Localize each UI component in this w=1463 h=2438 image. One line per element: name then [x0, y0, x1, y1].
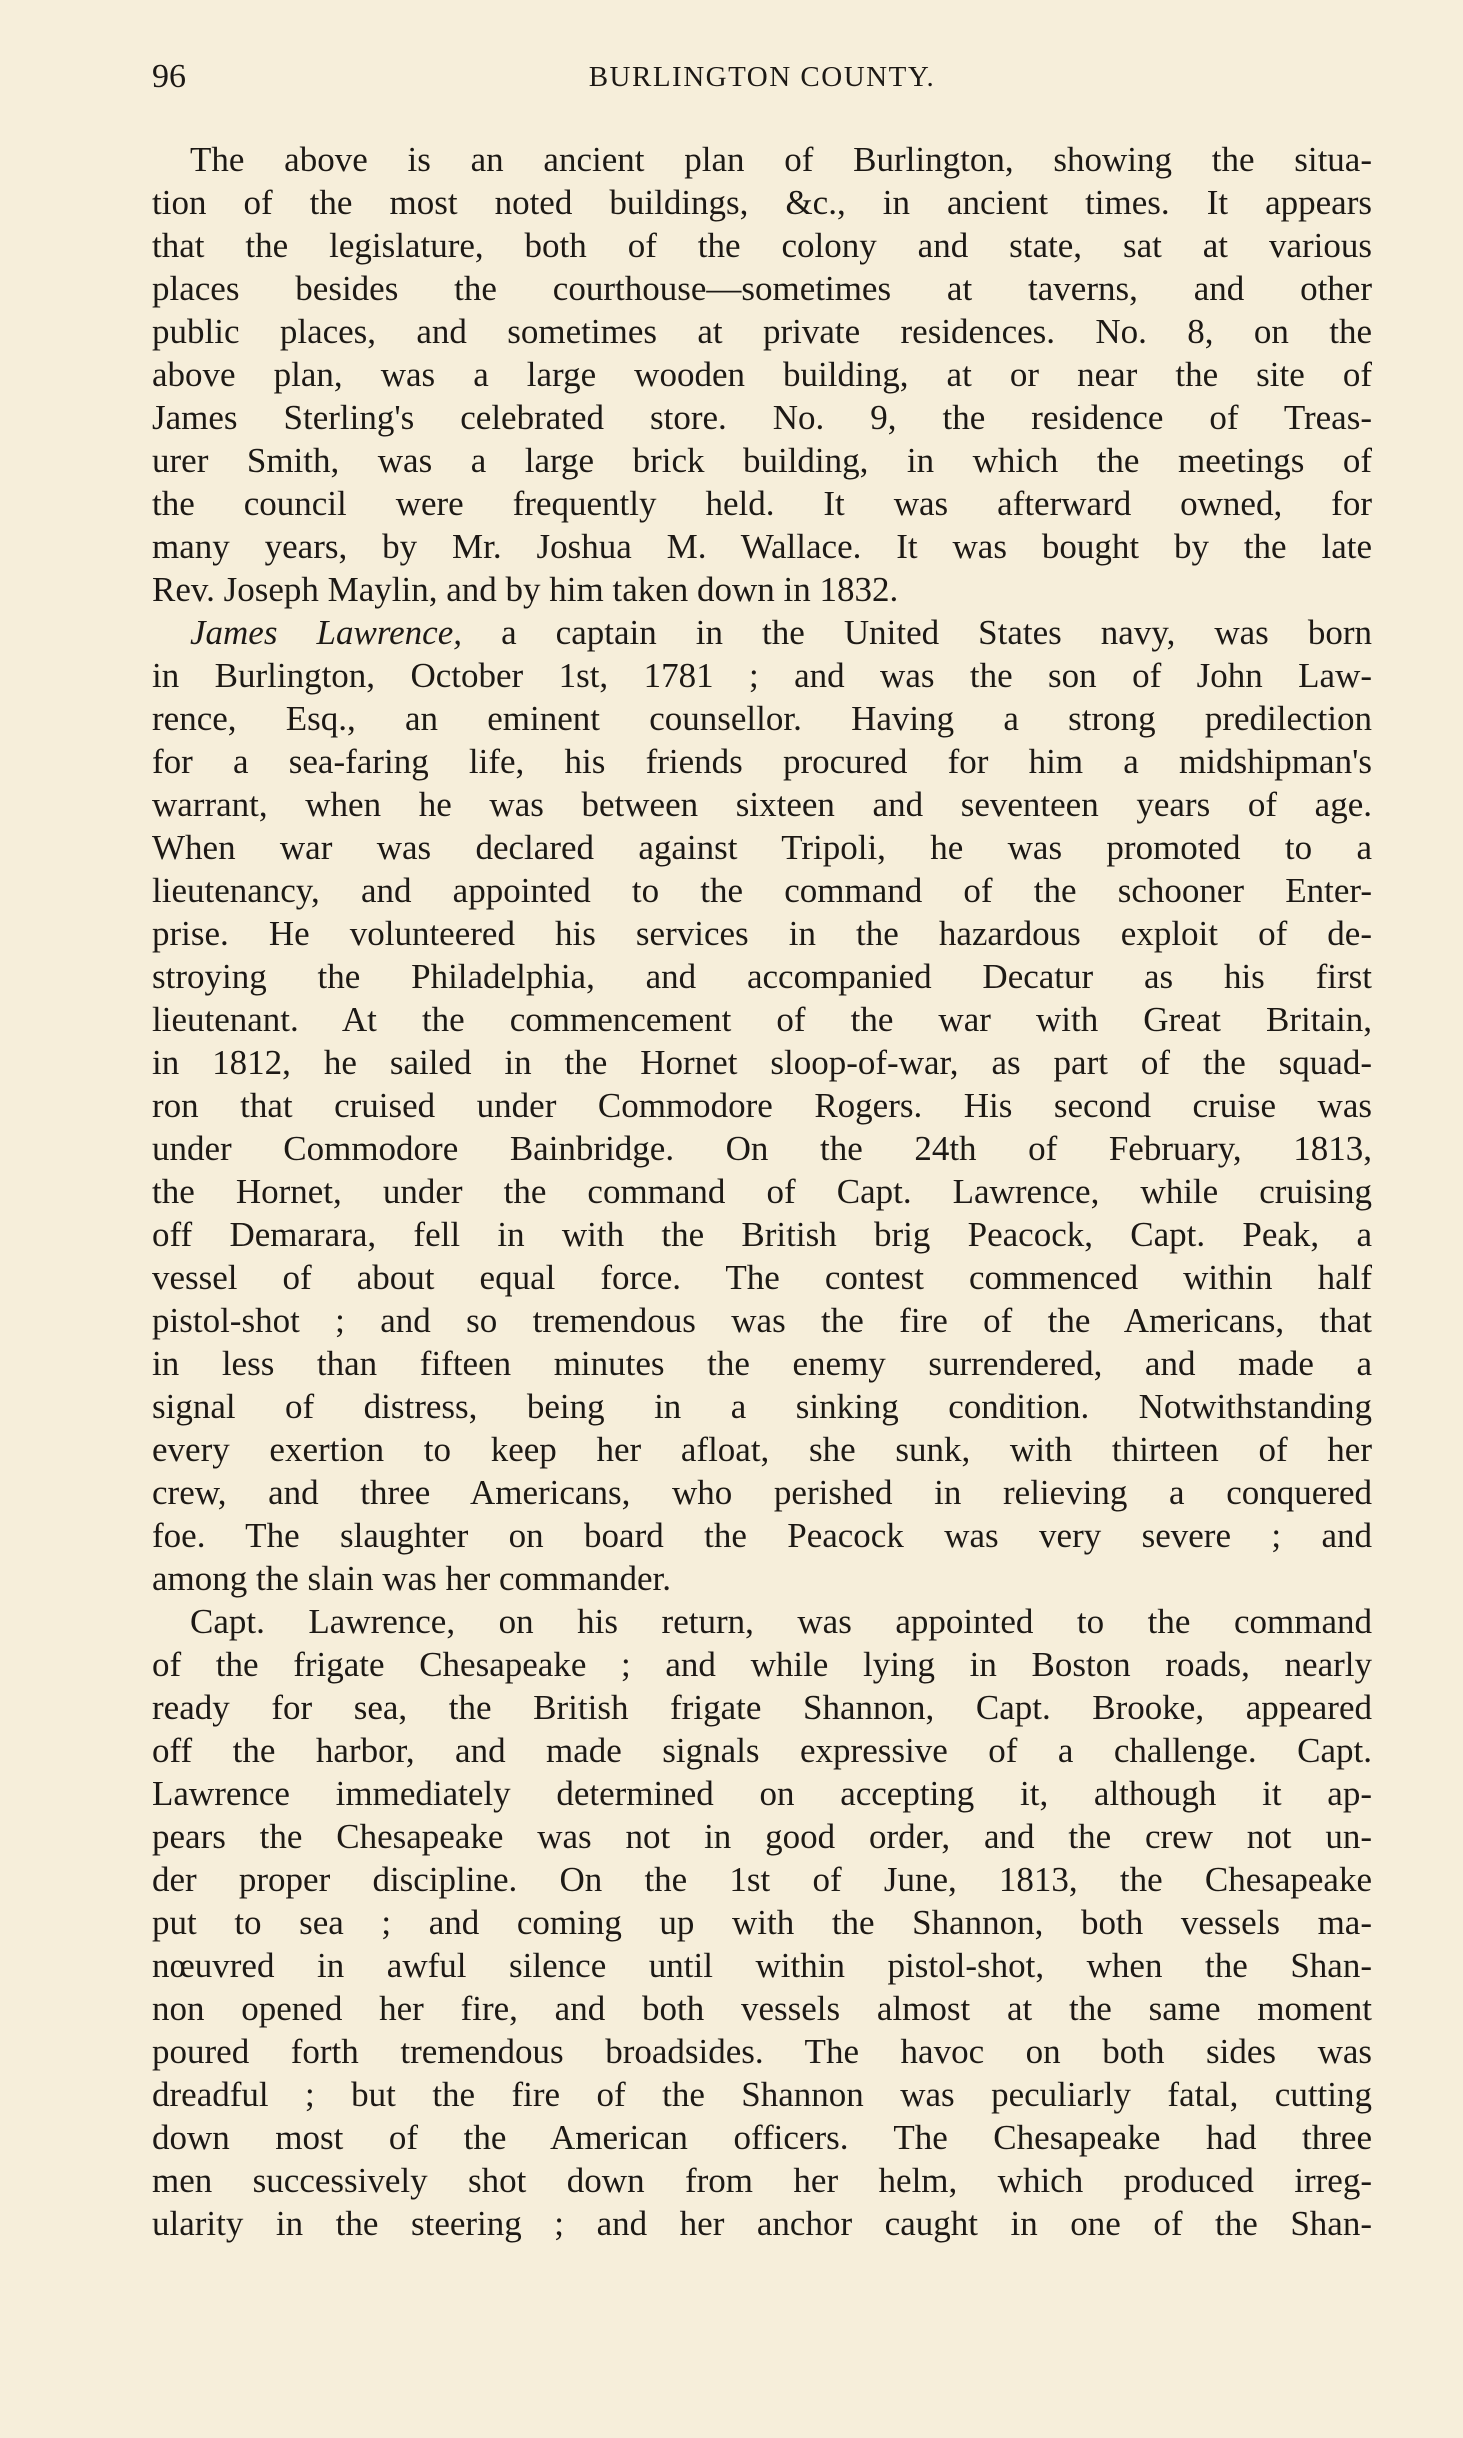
text-line: put to sea ; and coming up with the Shannon, both vessels ma- — [152, 1903, 1372, 1942]
text-line: Rev. Joseph Maylin, and by him taken down in 1832. — [152, 570, 899, 609]
text-line: in Burlington, October 1st, 1781 ; and was the son of John Law- — [152, 656, 1372, 695]
text-line: lieutenancy, and appointed to the command of the schooner Enter- — [152, 871, 1372, 910]
text-line-rest: a captain in the United States navy, was born — [462, 613, 1372, 652]
text-line: down most of the American officers. The Chesapeake had three — [152, 2118, 1372, 2157]
paragraph-burlington-plan — [152, 138, 1372, 611]
text-line: Lawrence immediately determined on accepting it, although it ap- — [152, 1774, 1372, 1813]
text-line: signal of distress, being in a sinking condition. Notwithstanding — [152, 1387, 1372, 1426]
text-line: ron that cruised under Commodore Rogers. His second cruise was — [152, 1086, 1372, 1125]
text-line: Capt. Lawrence, on his return, was appointed to the command — [190, 1602, 1372, 1641]
text-line: rence, Esq., an eminent counsellor. Having a strong predilection — [152, 699, 1372, 738]
text-line: pears the Chesapeake was not in good order, and the crew not un- — [152, 1817, 1372, 1856]
paragraph-chesapeake — [152, 1600, 1372, 2245]
text-line: prise. He volunteered his services in the hazardous exploit of de- — [152, 914, 1372, 953]
paragraph-james-lawrence — [152, 611, 1372, 1600]
text-line: many years, by Mr. Joshua M. Wallace. It was bought by the late — [152, 527, 1372, 566]
text-line: pistol-shot ; and so tremendous was the fire of the Americans, that — [152, 1301, 1372, 1340]
text-line: James Sterling's celebrated store. No. 9, the residence of Treas- — [152, 398, 1372, 437]
text-line: vessel of about equal force. The contest commenced within half — [152, 1258, 1372, 1297]
text-line: that the legislature, both of the colony and state, sat at various — [152, 226, 1372, 265]
text-line: ready for sea, the British frigate Shannon, Capt. Brooke, appeared — [152, 1688, 1372, 1727]
text-line: der proper discipline. On the 1st of June, 1813, the Chesapeake — [152, 1860, 1372, 1899]
text-line: men successively shot down from her helm, which produced irreg- — [152, 2161, 1372, 2200]
text-line: poured forth tremendous broadsides. The havoc on both sides was — [152, 2032, 1372, 2071]
text-line: of the frigate Chesapeake ; and while lying in Boston roads, nearly — [152, 1645, 1372, 1684]
text-line: dreadful ; but the fire of the Shannon was peculiarly fatal, cutting — [152, 2075, 1372, 2114]
italic-name: James Lawrence, — [190, 613, 463, 652]
text-line: in less than fifteen minutes the enemy surrendered, and made a — [152, 1344, 1372, 1383]
text-line: lieutenant. At the commencement of the war with Great Britain, — [152, 1000, 1372, 1039]
text-line: When war was declared against Tripoli, he was promoted to a — [152, 828, 1372, 867]
text-line: non opened her fire, and both vessels almost at the same moment — [152, 1989, 1372, 2028]
text-line: nœuvred in awful silence until within pistol-shot, when the Shan- — [152, 1946, 1372, 1985]
running-head: BURLINGTON COUNTY. — [588, 61, 936, 93]
text-line: warrant, when he was between sixteen and seventeen years of age. — [152, 785, 1372, 824]
text-line-with-italic-lead — [152, 611, 1372, 654]
text-line: for a sea-faring life, his friends procured for him a midshipman's — [152, 742, 1372, 781]
text-line: off the harbor, and made signals expressive of a challenge. Capt. — [152, 1731, 1372, 1770]
text-line: stroying the Philadelphia, and accompanied Decatur as his first — [152, 957, 1372, 996]
text-line: above plan, was a large wooden building, at or near the site of — [152, 355, 1372, 394]
text-line: places besides the courthouse—sometimes at taverns, and other — [152, 269, 1372, 308]
text-line: every exertion to keep her afloat, she sunk, with thirteen of her — [152, 1430, 1372, 1469]
text-line: off Demarara, fell in with the British brig Peacock, Capt. Peak, a — [152, 1215, 1372, 1254]
text-line: foe. The slaughter on board the Peacock was very severe ; and — [152, 1516, 1372, 1555]
text-line: tion of the most noted buildings, &c., in ancient times. It appears — [152, 183, 1372, 222]
body-text — [152, 138, 1372, 2245]
text-line: under Commodore Bainbridge. On the 24th of February, 1813, — [152, 1129, 1372, 1168]
page-number: 96 — [152, 58, 186, 95]
text-line: crew, and three Americans, who perished in relieving a conquered — [152, 1473, 1372, 1512]
page-header — [152, 52, 1372, 102]
text-line: ularity in the steering ; and her anchor caught in one of the Shan- — [152, 2204, 1372, 2243]
text-line: the Hornet, under the command of Capt. Lawrence, while cruising — [152, 1172, 1372, 1211]
text-line: urer Smith, was a large brick building, in which the meetings of — [152, 441, 1372, 480]
text-line: in 1812, he sailed in the Hornet sloop-of-war, as part of the squad- — [152, 1043, 1372, 1082]
text-line: among the slain was her commander. — [152, 1559, 672, 1598]
text-line: The above is an ancient plan of Burlington, showing the situa- — [190, 140, 1372, 179]
text-line: the council were frequently held. It was afterward owned, for — [152, 484, 1372, 523]
text-line: public places, and sometimes at private residences. No. 8, on the — [152, 312, 1372, 351]
